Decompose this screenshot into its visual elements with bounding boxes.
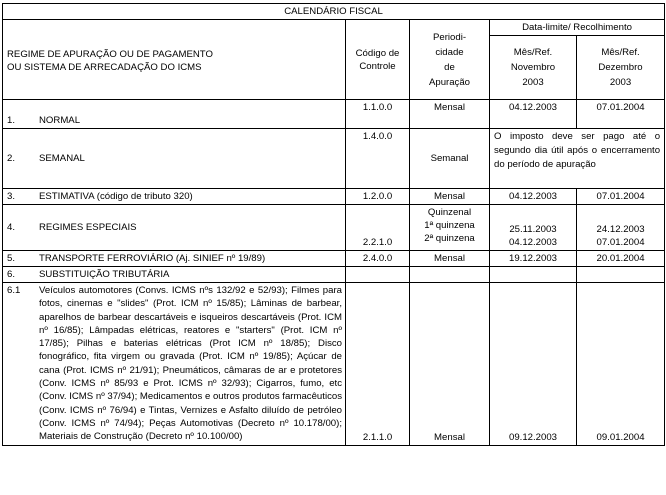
row-number: 4.: [7, 222, 16, 233]
row-period: Mensal: [410, 189, 490, 205]
row-period: Mensal: [410, 100, 490, 129]
header-codigo-line1: Código de: [355, 47, 400, 59]
header-regime: [3, 20, 346, 100]
row-date-nov: 09.12.2003: [490, 283, 577, 446]
header-col-december: [577, 36, 665, 100]
header-col-november: [490, 36, 577, 100]
row-period: Semanal: [410, 129, 490, 189]
table-title: CALENDÁRIO FISCAL: [3, 4, 665, 20]
row-label: [3, 283, 346, 446]
header-codigo: [346, 20, 410, 100]
row-date-dec: 20.01.2004: [577, 251, 665, 267]
row-title: TRANSPORTE FERROVIÁRIO (Aj. SINIEF nº 19/89): [39, 253, 266, 264]
date-dec-first: 24.12.2003: [596, 224, 645, 235]
row-period-empty: [410, 267, 490, 283]
date-nov-first: 25.11.2003: [509, 224, 557, 235]
header-period-line2: cidade: [435, 46, 464, 58]
period-quinzenal: Quinzenal: [427, 207, 472, 218]
row-date-nov: 04.12.2003: [490, 100, 577, 129]
header-periodicidade: [410, 20, 490, 100]
row-date-nov: [490, 205, 577, 251]
row-number: 2.: [7, 153, 16, 164]
row-note: O imposto deve ser pago até o segundo dia útil após o encerramento do período de apuração: [490, 129, 665, 189]
row-code: 1.2.0.0: [346, 189, 410, 205]
table-row: [3, 189, 665, 205]
row-number: 3.: [7, 191, 16, 202]
row-period: Mensal: [410, 283, 490, 446]
row-code: 1.1.0.0: [346, 100, 410, 129]
header-regime-line1: REGIME DE APURAÇÃO OU DE PAGAMENTO: [7, 49, 213, 60]
header-col2-line2: Dezembro: [598, 62, 643, 73]
row-description: Veículos automotores (Convs. ICMS nºs 132/92 e 52/93); Filmes para fotos, cinemas e "slides" (Prot. ICM nº 15/85); Lâminas de barbear, aparelhos de barbear descartáveis e isqueiros descartáveis (Prot. ICM nº 16/85); Lâmpadas elétricas, reatores e "starters" (Prot. ICM nº 17/85); Pilhas e baterias elétricas (Prot ICM nº 18/85); Disco fonográfico, fita virgem ou gravada (Prot. ICM nº 19/85); Açúcar de cana (Prot. ICMS nº 21/91); Pneumáticos, câmaras de ar e protetores (Conv. ICMS nº 85/93 e Prot. ICMS nº 32/93); Cigarros, fumo, etc (Conv. ICMS nº 37/94); Medicamentos e outros produtos farmacêuticos (Conv. ICMS nº 76/94) e Tintas, Vernizes e Asfalto diluído de petróleo (Conv. ICMS nº 74/94); Peças Automotivas (Decreto nº 10.178/00); Materiais de Construção (Decreto nº 10.100/00): [39, 285, 342, 443]
header-col1-line3: 2003: [522, 77, 544, 88]
row-date-dec-empty: [577, 267, 665, 283]
row-number: 6.: [7, 269, 16, 280]
header-data-limite: Data-limite/ Recolhimento: [490, 20, 665, 36]
header-period-line1: Periodi-: [432, 31, 467, 43]
row-code-empty: [346, 267, 410, 283]
row-date-dec: 07.01.2004: [577, 189, 665, 205]
row-date-dec: [577, 205, 665, 251]
fiscal-calendar-table: [2, 3, 665, 446]
row-period: Mensal: [410, 251, 490, 267]
table-row: [3, 283, 665, 446]
row-date-nov: 19.12.2003: [490, 251, 577, 267]
row-date-dec: 09.01.2004: [577, 283, 665, 446]
row-number: 1.: [7, 115, 16, 126]
header-regime-line2: OU SISTEMA DE ARRECADAÇÃO DO ICMS: [7, 62, 202, 73]
row-label: [3, 205, 346, 251]
row-title: SUBSTITUIÇÃO TRIBUTÁRIA: [39, 269, 170, 280]
row-title: REGIMES ESPECIAIS: [39, 222, 137, 233]
row-label: [3, 251, 346, 267]
row-title: ESTIMATIVA (código de tributo 320): [39, 191, 193, 202]
row-period: [410, 205, 490, 251]
row-label: [3, 189, 346, 205]
row-title: SEMANAL: [39, 153, 85, 164]
table-row: [3, 205, 665, 251]
table-row: [3, 267, 665, 283]
row-date-nov: 04.12.2003: [490, 189, 577, 205]
header-col1-line2: Novembro: [510, 62, 556, 73]
header-period-line4: Apuração: [428, 76, 471, 88]
row-code: 2.4.0.0: [346, 251, 410, 267]
period-first-fortnight: 1ª quinzena: [424, 220, 475, 231]
row-code: 2.1.1.0: [346, 283, 410, 446]
header-codigo-line2: Controle: [359, 60, 396, 72]
period-second-fortnight: 2ª quinzena: [424, 233, 475, 244]
header-col2-line3: 2003: [609, 77, 632, 88]
table-row: [3, 100, 665, 129]
row-number: 5.: [7, 253, 16, 264]
row-date-dec: 07.01.2004: [577, 100, 665, 129]
row-date-nov-empty: [490, 267, 577, 283]
header-period-line3: de: [444, 61, 455, 73]
row-label: [3, 129, 346, 189]
date-nov-second: 04.12.2003: [508, 237, 557, 248]
row-label: [3, 267, 346, 283]
row-code: 2.2.1.0: [346, 205, 410, 251]
table-row: [3, 251, 665, 267]
header-col2-line1: Mês/Ref.: [601, 47, 640, 58]
row-title: NORMAL: [39, 115, 81, 126]
row-number: 6.1: [7, 285, 21, 296]
row-label: [3, 100, 346, 129]
header-col1-line1: Mês/Ref.: [513, 47, 553, 58]
date-dec-second: 07.01.2004: [596, 237, 645, 248]
table-row: [3, 129, 665, 189]
row-code: 1.4.0.0: [346, 129, 410, 189]
